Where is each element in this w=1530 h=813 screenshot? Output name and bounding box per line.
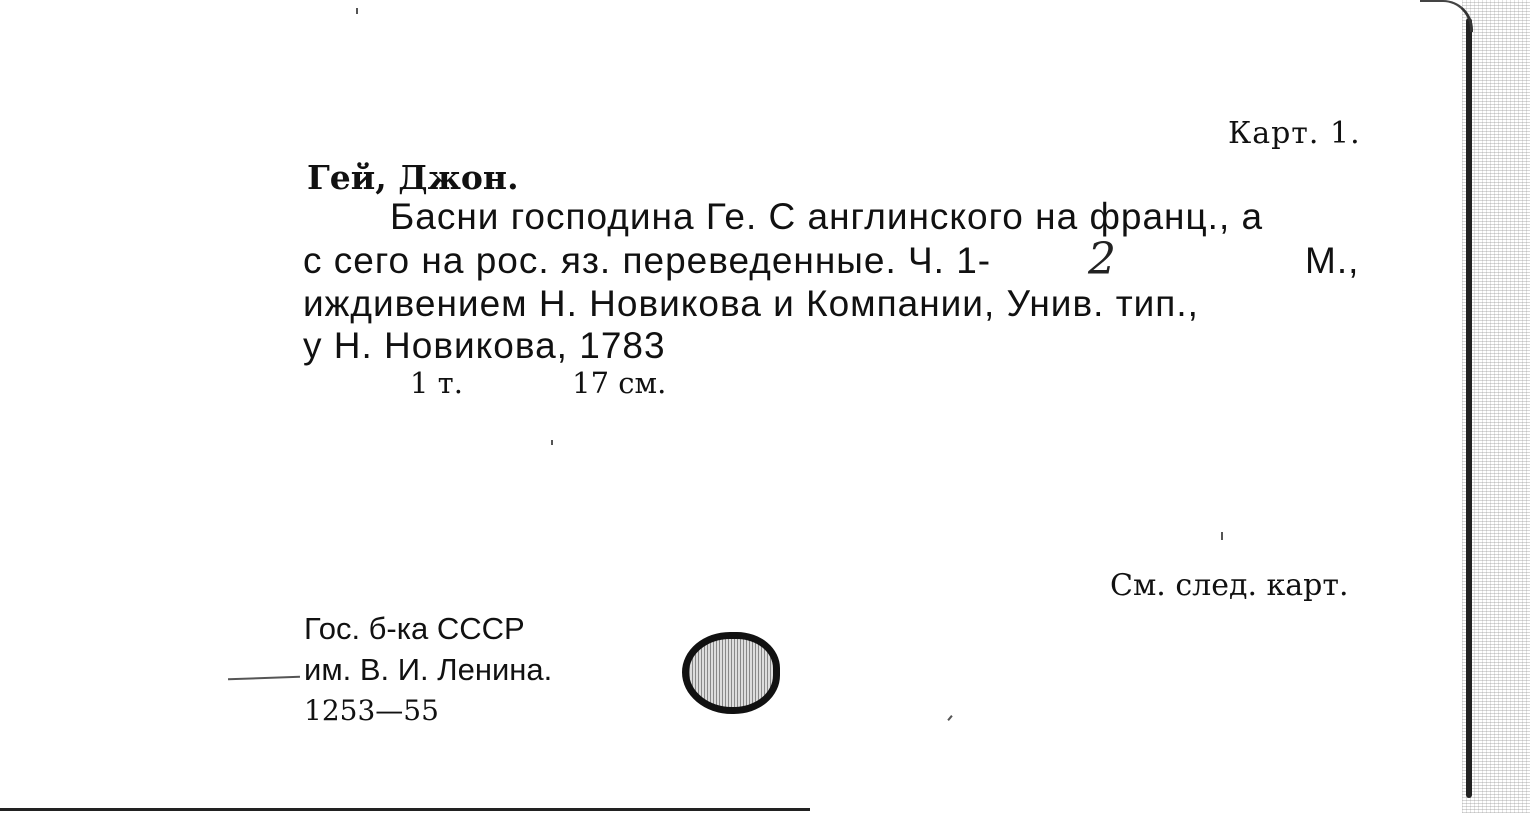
card-right-border: [1466, 18, 1472, 798]
publisher-place: М.,: [1305, 240, 1360, 281]
volume-count-mark: 1: [410, 366, 429, 400]
speck: [1221, 532, 1223, 540]
size-label: 17 см.: [572, 366, 667, 400]
library-dedication: им. В. И. Ленина.: [304, 652, 553, 687]
pencil-stroke: [228, 676, 300, 681]
physical-description: [410, 366, 666, 400]
title-line-3: иждивением Н. Новикова и Компании, Унив. тип.,: [303, 283, 1199, 324]
library-name: Гос. б-ка СССР: [304, 611, 525, 646]
library-order-number: 1253—55: [304, 694, 439, 727]
title-line-4: у Н. Новикова, 1783: [303, 325, 666, 366]
speck: [356, 8, 358, 14]
card-number: Карт. 1.: [1228, 116, 1361, 151]
title-line-2: с сего на рос. яз. переведенные. Ч. 1-: [303, 240, 992, 281]
title-line-1: Басни господина Ге. С англинского на франц., а: [390, 196, 1264, 237]
see-next-card: См. след. карт.: [1110, 568, 1349, 603]
card-edge-shadow: [1462, 0, 1530, 813]
speck: [947, 715, 952, 721]
author-heading: Гей, Джон.: [307, 158, 519, 197]
volume-label: т.: [437, 366, 463, 400]
handwritten-volume-number: 2: [1088, 234, 1116, 285]
card-bottom-edge: [0, 808, 810, 811]
library-imprint: [304, 608, 552, 731]
punch-hole: [682, 632, 780, 714]
speck: [551, 440, 553, 445]
